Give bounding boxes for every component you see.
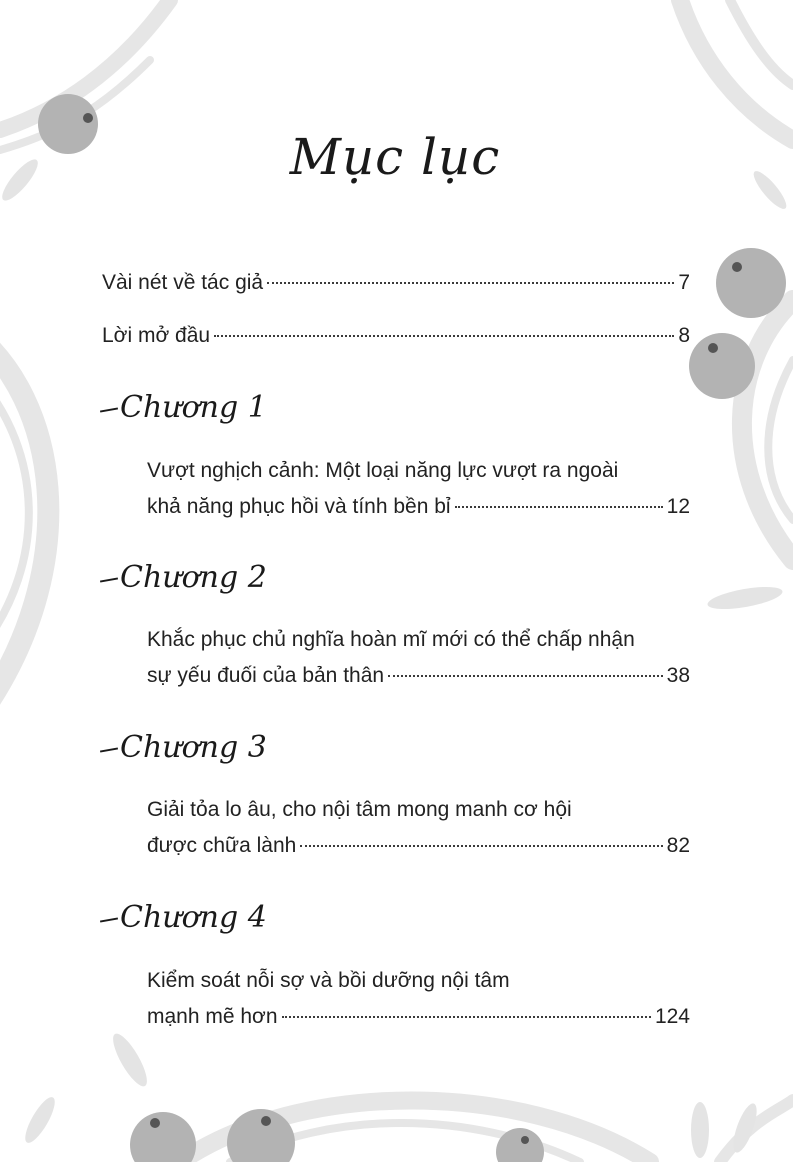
- toc-entry-chapter-2-line2[interactable]: [147, 661, 690, 691]
- chapter-heading-text: Chương 3: [120, 730, 267, 765]
- dot-leader: [300, 845, 662, 847]
- chapter-heading-1: [100, 378, 360, 438]
- toc-entry-page: 82: [666, 834, 690, 857]
- swash-ornament: [100, 407, 118, 412]
- toc-entry-label: sự yếu đuối của bản thân: [147, 664, 385, 687]
- toc-entry-label: khả năng phục hồi và tính bền bỉ: [147, 495, 451, 518]
- dot-leader: [388, 675, 663, 677]
- toc-entry-chapter-3-line2[interactable]: [147, 831, 690, 861]
- dot-leader: [455, 506, 663, 508]
- swash-ornament: [100, 917, 118, 922]
- chapter-heading-text: Chương 2: [120, 560, 267, 595]
- dot-leader: [282, 1016, 651, 1018]
- toc-entry-page: 38: [666, 664, 690, 687]
- chapter-heading-4: [100, 888, 360, 948]
- chapter-heading-text: Chương 1: [120, 390, 267, 425]
- toc-entry-label: Vài nét về tác giả: [102, 271, 264, 294]
- toc-entry-chapter-2-line1[interactable]: Khắc phục chủ nghĩa hoàn mĩ mới có thể chấp nhận: [147, 628, 635, 651]
- swash-ornament: [100, 577, 118, 582]
- chapter-heading-2: [100, 548, 360, 608]
- toc-entry-label: Lời mở đầu: [102, 324, 211, 347]
- toc-entry-chapter-1-line2[interactable]: [147, 492, 690, 522]
- toc-entry-page: 124: [654, 1005, 690, 1028]
- toc-entry-label: mạnh mẽ hơn: [147, 1005, 278, 1028]
- dot-leader: [267, 282, 674, 284]
- toc-entry-preface[interactable]: [102, 321, 690, 351]
- toc-entry-chapter-1-line1[interactable]: Vượt nghịch cảnh: Một loại năng lực vượt ra ngoài: [147, 459, 619, 482]
- toc-entry-author[interactable]: [102, 268, 690, 298]
- toc-entry-page: 12: [666, 495, 690, 518]
- swash-ornament: [100, 747, 118, 752]
- toc-entry-chapter-4-line1[interactable]: Kiểm soát nỗi sợ và bồi dưỡng nội tâm: [147, 969, 510, 992]
- toc-entry-chapter-3-line1[interactable]: Giải tỏa lo âu, cho nội tâm mong manh cơ hội: [147, 798, 572, 821]
- toc-entry-page: 8: [678, 324, 690, 347]
- toc-entry-chapter-4-line2[interactable]: [147, 1002, 690, 1032]
- chapter-heading-3: [100, 718, 360, 778]
- chapter-heading-text: Chương 4: [120, 900, 267, 935]
- dot-leader: [214, 335, 674, 337]
- page-title: Mục lục: [289, 128, 501, 186]
- toc-entry-page: 7: [678, 271, 690, 294]
- toc-entry-label: được chữa lành: [147, 834, 297, 857]
